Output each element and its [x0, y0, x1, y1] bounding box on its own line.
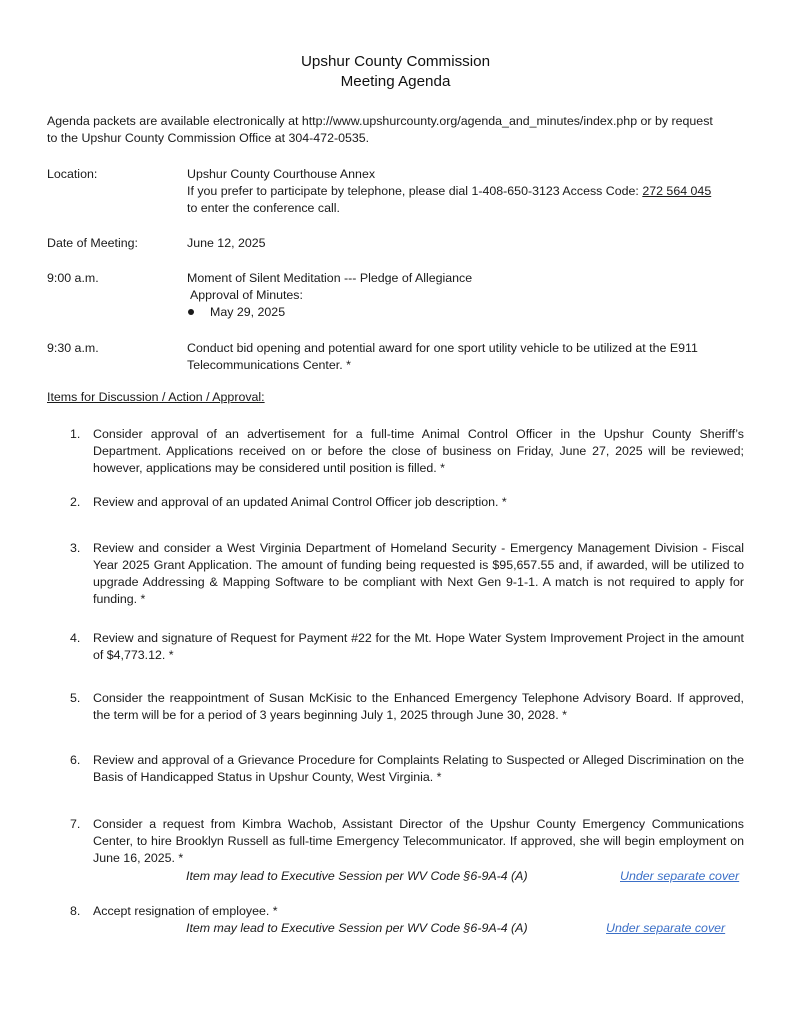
item-text: Review and consider a West Virginia Department of Homeland Security - Emergency Management Division - Fiscal Year 2025 Grant Application. The amount of funding being requested is $95,657.55 and, if awarded, will be utilized to upgrade Addressing & Mapping Software to be compliant with Next Gen 9-1-1. A match is not required to apply for funding. *	[93, 541, 744, 606]
schedule-item-bid-opening: Conduct bid opening and potential award for one sport utility vehicle to be utilized at the E911	[187, 341, 698, 355]
minutes-date: May 29, 2025	[210, 305, 286, 319]
item-number: 7.	[70, 817, 81, 831]
title-line1: Upshur County Commission	[300, 53, 491, 70]
title-line2: Meeting Agenda	[340, 73, 451, 90]
date-label: Date of Meeting:	[47, 236, 138, 250]
item-number: 6.	[70, 753, 81, 767]
location-phone	[187, 183, 711, 200]
under-separate-cover-link-7[interactable]: Under separate cover	[620, 869, 740, 883]
intro-line2: to the Upshur County Commission Office at 304-472-0535.	[47, 131, 370, 145]
schedule-item-meditation: Moment of Silent Meditation --- Pledge of Allegiance	[187, 271, 473, 285]
location-venue: Upshur County Courthouse Annex	[187, 167, 376, 181]
item-number: 4.	[70, 631, 81, 645]
executive-session-note-7: Item may lead to Executive Session per WV Code §6-9A-4 (A)	[186, 869, 528, 883]
item-text: Consider a request from Kimbra Wachob, Assistant Director of the Upshur County Emergency Communications Center, to hire Brooklyn Russell as full-time Emergency Telecommunicator. If approved, she will begin employment on June 16, 2025. *	[93, 817, 744, 865]
item-text: Review and approval of a Grievance Procedure for Complaints Relating to Suspected or Alleged Discrimination on the Basis of Handicapped Status in Upshur County, West Virginia. *	[93, 753, 744, 784]
schedule-time-0900: 9:00 a.m.	[47, 271, 99, 285]
approval-of-minutes: Approval of Minutes:	[190, 288, 303, 302]
intro-line1: Agenda packets are available electronically at http://www.upshurcounty.org/agenda_and_minutes/index.php or by request	[47, 114, 713, 128]
phone-text: If you prefer to participate by telephone, please dial 1-408-650-3123 Access Code:	[187, 184, 643, 198]
item-text: Consider the reappointment of Susan McKisic to the Enhanced Emergency Telephone Advisory Board. If approved, the term will be for a period of 3 years beginning July 1, 2025 through June 30, 2028. *	[93, 691, 744, 722]
date-value: June 12, 2025	[187, 236, 266, 250]
executive-session-note-8: Item may lead to Executive Session per WV Code §6-9A-4 (A)	[186, 921, 528, 935]
item-number: 8.	[70, 904, 81, 918]
item-number: 3.	[70, 541, 81, 555]
discussion-heading: Items for Discussion / Action / Approval:	[47, 390, 265, 404]
item-text: Review and approval of an updated Animal Control Officer job description. *	[93, 495, 507, 509]
bullet-icon	[188, 309, 194, 315]
item-number: 2.	[70, 495, 81, 509]
schedule-time-0930: 9:30 a.m.	[47, 341, 99, 355]
schedule-item-bid-opening-line2: Telecommunications Center. *	[187, 358, 351, 372]
location-label: Location:	[47, 167, 98, 181]
location-phone-line2: to enter the conference call.	[187, 201, 340, 215]
under-separate-cover-link-8[interactable]: Under separate cover	[606, 921, 726, 935]
item-number: 1.	[70, 427, 81, 441]
item-text: Consider approval of an advertisement for a full-time Animal Control Officer in the Upshur County Sheriff’s Department. Applications received on or before the close of business on Friday, June 27, 2025 will be reviewed; however, applications may be considered until position is filled. *	[93, 427, 744, 475]
item-text: Review and signature of Request for Payment #22 for the Mt. Hope Water System Improvement Project in the amount of $4,773.12. *	[93, 631, 744, 662]
item-text: Accept resignation of employee. *	[93, 904, 278, 918]
access-code: 272 564 045	[642, 184, 712, 198]
item-number: 5.	[70, 691, 81, 705]
